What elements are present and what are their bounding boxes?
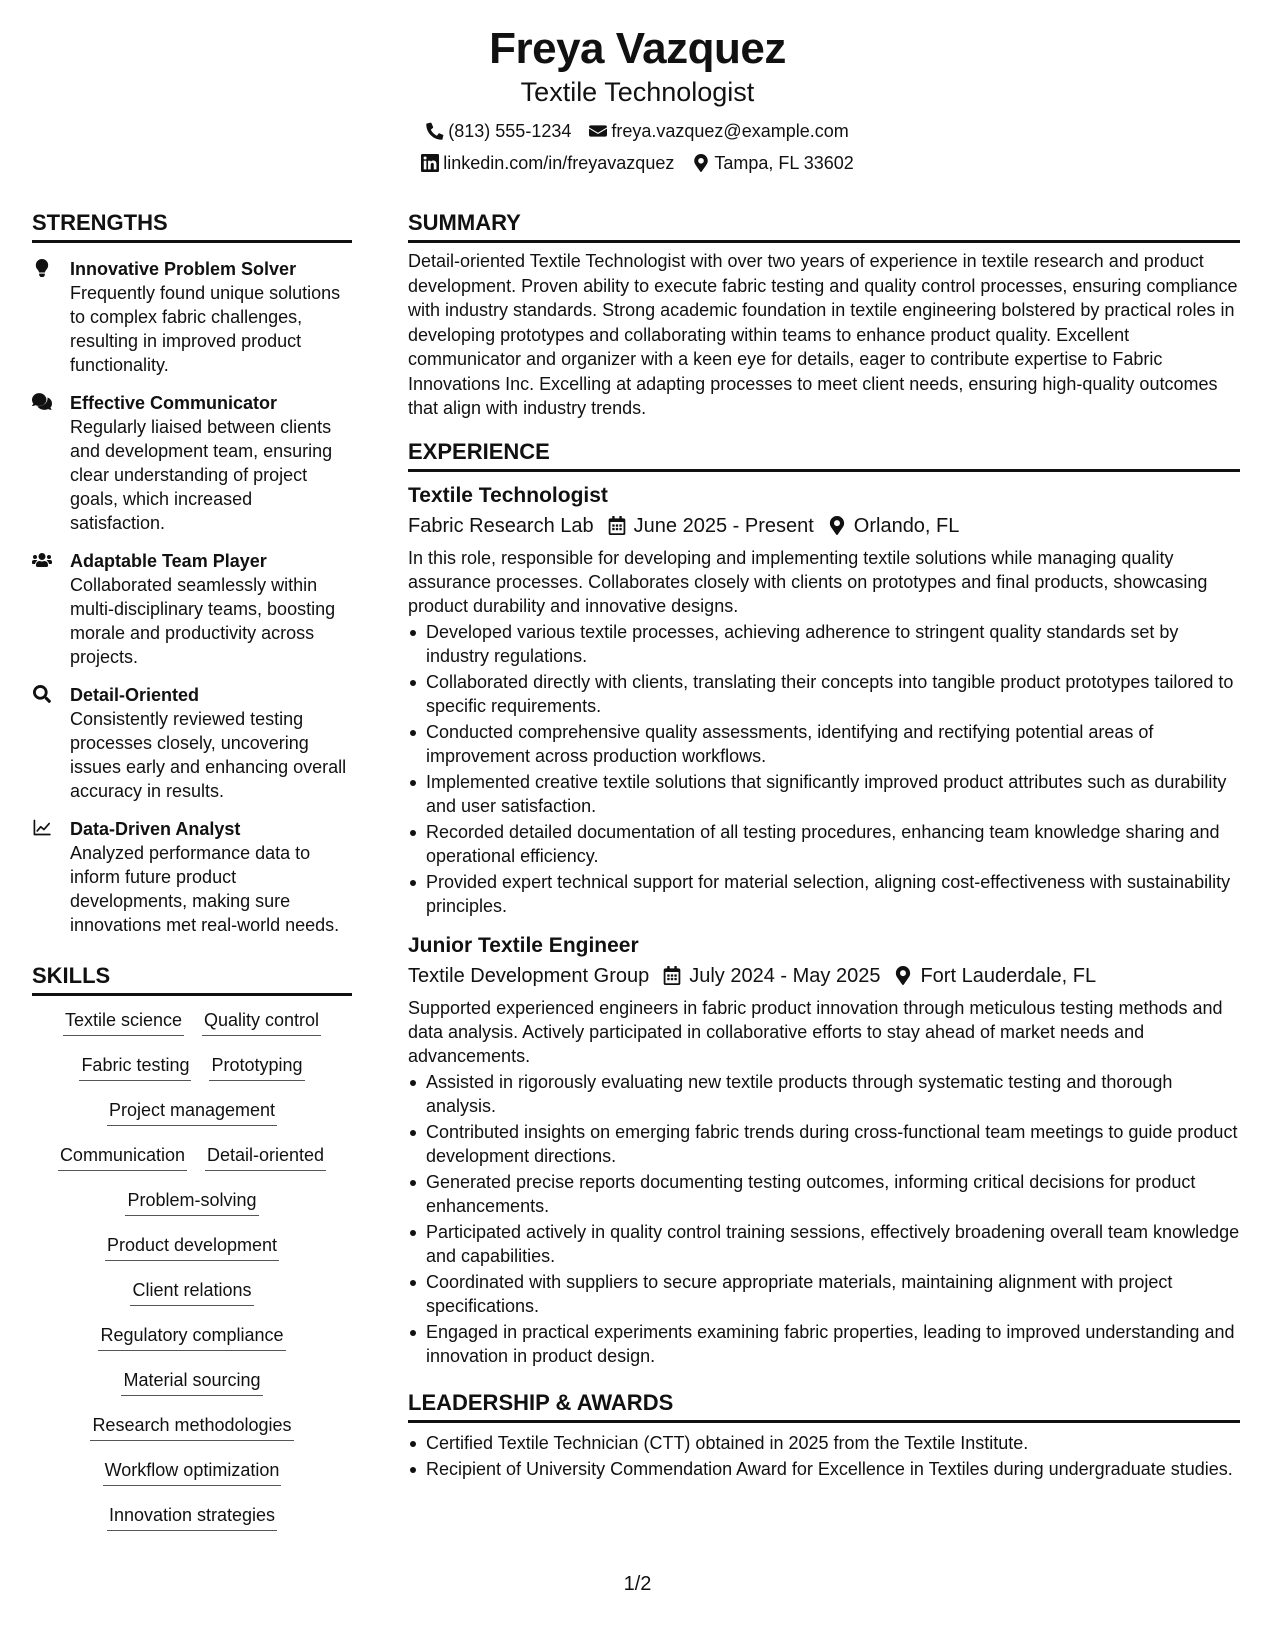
map-marker-icon [894, 966, 912, 985]
job-meta [408, 512, 1240, 540]
skill-tag: Workflow optimization [103, 1458, 282, 1486]
strength-item [32, 391, 352, 535]
job-company: Textile Development Group [408, 964, 650, 987]
skill-tag: Innovation strategies [107, 1503, 277, 1531]
skill-tag: Regulatory compliance [98, 1323, 285, 1351]
linkedin-icon [421, 154, 439, 172]
comments-icon [32, 393, 52, 411]
resume-header [0, 22, 1275, 174]
skill-tag: Product development [105, 1233, 279, 1261]
calendar-icon [608, 516, 626, 535]
skill-tag: Quality control [202, 1008, 321, 1036]
list-item: Collaborated directly with clients, translating their concepts into tangible product prototypes tailored to specific requirements. [408, 670, 1240, 718]
summary-heading: SUMMARY [408, 210, 1240, 243]
job-meta [408, 962, 1240, 990]
map-marker-icon [828, 516, 846, 535]
skill-tag: Communication [58, 1143, 187, 1171]
job-company: Fabric Research Lab [408, 514, 594, 537]
list-item: Recipient of University Commendation Award for Excellence in Textiles during undergraduate studies. [408, 1457, 1240, 1481]
page-number: 1/2 [623, 1573, 652, 1595]
contact-location [692, 152, 853, 174]
strength-item [32, 257, 352, 377]
skill-tag: Material sourcing [121, 1368, 262, 1396]
experience-heading: EXPERIENCE [408, 439, 1240, 472]
list-item: Provided expert technical support for material selection, aligning cost-effectiveness with sustainability principles. [408, 870, 1240, 918]
list-item: Assisted in rigorously evaluating new textile products through systematic testing and thorough analysis. [408, 1070, 1240, 1118]
strength-title: Data-Driven Analyst [70, 819, 241, 839]
email-text[interactable]: freya.vazquez@example.com [611, 121, 849, 141]
list-item: Implemented creative textile solutions that significantly improved product attributes such as durability and user satisfaction. [408, 770, 1240, 818]
job-location: Fort Lauderdale, FL [920, 964, 1097, 987]
skills-list [32, 1008, 352, 1548]
skill-tag: Project management [107, 1098, 277, 1126]
contact-linkedin[interactable] [421, 152, 674, 174]
map-marker-icon [692, 154, 710, 172]
list-item: Certified Textile Technician (CTT) obtained in 2025 from the Textile Institute. [408, 1431, 1240, 1455]
job-dates: July 2024 - May 2025 [689, 964, 881, 987]
strength-desc: Frequently found unique solutions to complex fabric challenges, resulting in improved product functionality. [70, 283, 341, 375]
skill-tag: Fabric testing [79, 1053, 191, 1081]
contact-row-2 [0, 152, 1275, 174]
list-item: Conducted comprehensive quality assessments, identifying and rectifying potential areas of improvement across production workflows. [408, 720, 1240, 768]
skill-tag: Client relations [130, 1278, 253, 1306]
contact-email[interactable] [589, 120, 848, 142]
chart-line-icon [32, 819, 52, 837]
list-item: Coordinated with suppliers to secure appropriate materials, maintaining alignment with project specifications. [408, 1270, 1240, 1318]
strength-title: Adaptable Team Player [70, 551, 267, 571]
strength-desc: Regularly liaised between clients and development team, ensuring clear understanding of project goals, which increased satisfaction. [70, 417, 333, 533]
calendar-icon [663, 966, 681, 985]
job-bullets [408, 1070, 1240, 1368]
list-item: Recorded detailed documentation of all testing procedures, enhancing team knowledge sharing and operational efficiency. [408, 820, 1240, 868]
list-item: Generated precise reports documenting testing outcomes, informing critical decisions for product enhancements. [408, 1170, 1240, 1218]
left-column [32, 210, 352, 1548]
skill-tag: Problem-solving [125, 1188, 258, 1216]
skill-tag: Detail-oriented [205, 1143, 326, 1171]
candidate-role: Textile Technologist [520, 77, 755, 107]
list-item: Contributed insights on emerging fabric trends during cross-functional team meetings to guide product development directions. [408, 1120, 1240, 1168]
skill-tag: Research methodologies [90, 1413, 293, 1441]
job-location: Orlando, FL [853, 514, 960, 537]
strength-title: Innovative Problem Solver [70, 259, 297, 279]
phone-icon [426, 122, 444, 140]
strength-desc: Analyzed performance data to inform future product developments, making sure innovations met real-world needs. [70, 843, 340, 935]
candidate-name: Freya Vazquez [489, 24, 786, 73]
contact-row-1 [0, 120, 1275, 142]
list-item: Developed various textile processes, achieving adherence to stringent quality standards set by industry regulations. [408, 620, 1240, 668]
search-icon [32, 685, 52, 703]
strength-item [32, 549, 352, 669]
job-dates: June 2025 - Present [633, 514, 814, 537]
skills-heading: SKILLS [32, 963, 352, 996]
leadership-heading: LEADERSHIP & AWARDS [408, 1390, 1240, 1423]
job-description: In this role, responsible for developing and implementing textile solutions while managing quality assurance processes. Collaborates closely with clients on prototypes and final products, showcasing product durability and innovative designs. [408, 547, 1208, 616]
job-title: Textile Technologist [408, 483, 608, 507]
job-title: Junior Textile Engineer [408, 933, 639, 957]
leadership-bullets [408, 1431, 1240, 1481]
linkedin-text[interactable]: linkedin.com/in/freyavazquez [443, 153, 675, 173]
summary-text: Detail-oriented Textile Technologist with over two years of experience in textile research and product development. Proven ability to execute fabric testing and quality control processes, ensuring compliance with industry standards. Strong academic foundation in textile engineering bolstered by practical roles in developing prototypes and collaborating within teams to enhance product quality. Excellent communicator and organizer with a keen eye for details, eager to contribute expertise to Fabric Innovations Inc. Excelling at adapting processes to meet client needs, ensuring high-quality outcomes that align with industry trends. [408, 251, 1238, 418]
contact-phone [426, 120, 571, 142]
job-entry [408, 932, 1240, 1368]
skill-tag: Prototyping [209, 1053, 304, 1081]
location-text: Tampa, FL 33602 [714, 153, 854, 173]
skill-tag: Textile science [63, 1008, 184, 1036]
strengths-heading: STRENGTHS [32, 210, 352, 243]
job-entry [408, 482, 1240, 918]
phone-text: (813) 555-1234 [448, 121, 572, 141]
envelope-icon [589, 122, 607, 140]
list-item: Engaged in practical experiments examining fabric properties, leading to improved understanding and innovation in product design. [408, 1320, 1240, 1368]
strength-title: Detail-Oriented [70, 685, 200, 705]
strength-title: Effective Communicator [70, 393, 278, 413]
users-icon [32, 551, 52, 569]
list-item: Participated actively in quality control training sessions, effectively broadening overall team knowledge and capabilities. [408, 1220, 1240, 1268]
strength-desc: Consistently reviewed testing processes closely, uncovering issues early and enhancing overall accuracy in results. [70, 709, 347, 801]
lightbulb-icon [32, 259, 52, 277]
strength-item [32, 817, 352, 937]
strength-desc: Collaborated seamlessly within multi-disciplinary teams, boosting morale and productivity across projects. [70, 575, 336, 667]
right-column [408, 210, 1240, 1481]
job-bullets [408, 620, 1240, 918]
strength-item [32, 683, 352, 803]
job-description: Supported experienced engineers in fabric product innovation through meticulous testing methods and data analysis. Actively participated in collaborative efforts to stay ahead of market needs and advancements. [408, 997, 1223, 1066]
